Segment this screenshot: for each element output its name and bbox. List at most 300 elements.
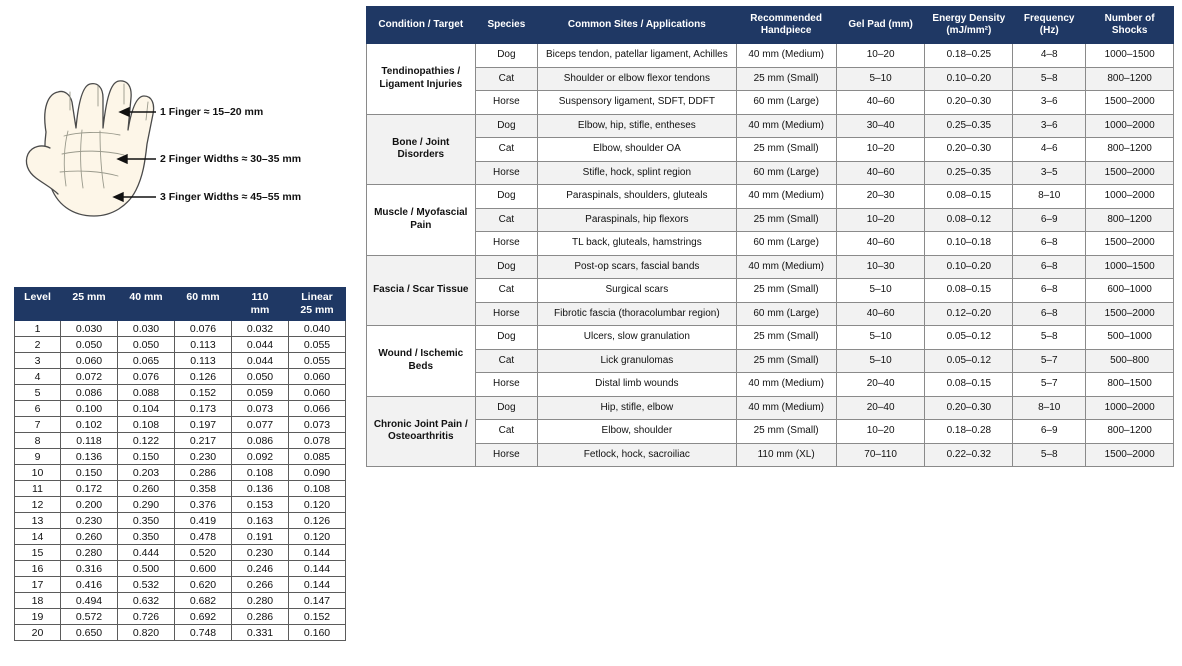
level-header-110mm-line1: 110 bbox=[251, 291, 269, 303]
gelpad-cell: 70–110 bbox=[836, 443, 925, 467]
gelpad-cell: 5–10 bbox=[836, 67, 925, 91]
table-row bbox=[367, 232, 1174, 256]
gelpad-cell: 10–20 bbox=[836, 138, 925, 162]
header-condition-target: Condition / Target bbox=[367, 7, 476, 44]
sites-cell: Ulcers, slow granulation bbox=[538, 326, 736, 350]
shocks-cell: 800–1200 bbox=[1086, 420, 1174, 444]
sites-cell: Suspensory ligament, SDFT, DDFT bbox=[538, 91, 736, 115]
level-cell: 0.136 bbox=[232, 481, 289, 497]
header-energy-density: Energy Density (mJ/mm²) bbox=[925, 7, 1013, 44]
level-cell: 0.478 bbox=[175, 529, 232, 545]
level-cell: 0.600 bbox=[175, 561, 232, 577]
protocol-table bbox=[366, 6, 1174, 467]
table-row bbox=[367, 349, 1174, 373]
energy-cell: 0.12–0.20 bbox=[925, 302, 1013, 326]
level-cell: 0.126 bbox=[289, 513, 346, 529]
handpiece-cell: 110 mm (XL) bbox=[736, 443, 836, 467]
shocks-cell: 800–1200 bbox=[1086, 67, 1174, 91]
level-cell: 2 bbox=[15, 337, 61, 353]
level-cell: 0.419 bbox=[175, 513, 232, 529]
header-recommended-handpiece: Recommended Handpiece bbox=[736, 7, 836, 44]
level-cell: 0.260 bbox=[61, 529, 118, 545]
level-cell: 0.331 bbox=[232, 625, 289, 641]
energy-cell: 0.08–0.15 bbox=[925, 373, 1013, 397]
level-cell: 0.230 bbox=[175, 449, 232, 465]
level-header-25mm-line1: 25 mm bbox=[72, 291, 106, 303]
table-row bbox=[367, 373, 1174, 397]
table-row bbox=[15, 433, 346, 449]
handpiece-cell: 60 mm (Large) bbox=[736, 302, 836, 326]
level-cell: 0.044 bbox=[232, 353, 289, 369]
table-row bbox=[15, 369, 346, 385]
species-cell: Horse bbox=[475, 232, 538, 256]
level-cell: 0.376 bbox=[175, 497, 232, 513]
sites-cell: Distal limb wounds bbox=[538, 373, 736, 397]
level-cell: 0.144 bbox=[289, 577, 346, 593]
species-cell: Dog bbox=[475, 185, 538, 209]
level-cell: 0.136 bbox=[61, 449, 118, 465]
table-row bbox=[367, 185, 1174, 209]
table-row bbox=[15, 337, 346, 353]
sites-cell: Stifle, hock, splint region bbox=[538, 161, 736, 185]
header-gel-pad: Gel Pad (mm) bbox=[836, 7, 925, 44]
level-cell: 0.230 bbox=[61, 513, 118, 529]
energy-cell: 0.20–0.30 bbox=[925, 91, 1013, 115]
table-row bbox=[15, 513, 346, 529]
level-cell: 0.692 bbox=[175, 609, 232, 625]
level-cell: 0.286 bbox=[232, 609, 289, 625]
level-cell: 8 bbox=[15, 433, 61, 449]
frequency-cell: 8–10 bbox=[1013, 396, 1086, 420]
table-row bbox=[367, 67, 1174, 91]
table-row bbox=[367, 302, 1174, 326]
energy-cell: 0.08–0.15 bbox=[925, 185, 1013, 209]
handpiece-cell: 60 mm (Large) bbox=[736, 91, 836, 115]
table-row bbox=[15, 449, 346, 465]
level-cell: 0.108 bbox=[232, 465, 289, 481]
handpiece-cell: 40 mm (Medium) bbox=[736, 114, 836, 138]
level-cell: 0.076 bbox=[175, 321, 232, 337]
table-row bbox=[367, 420, 1174, 444]
level-cell: 0.060 bbox=[289, 369, 346, 385]
level-cell: 0.416 bbox=[61, 577, 118, 593]
level-cell: 0.126 bbox=[175, 369, 232, 385]
condition-cell: Fascia / Scar Tissue bbox=[367, 255, 476, 326]
level-cell: 15 bbox=[15, 545, 61, 561]
level-cell: 0.203 bbox=[118, 465, 175, 481]
table-row bbox=[367, 443, 1174, 467]
energy-cell: 0.05–0.12 bbox=[925, 349, 1013, 373]
gelpad-cell: 30–40 bbox=[836, 114, 925, 138]
level-cell: 0.090 bbox=[289, 465, 346, 481]
shocks-cell: 1000–2000 bbox=[1086, 185, 1174, 209]
species-cell: Cat bbox=[475, 208, 538, 232]
handpiece-cell: 40 mm (Medium) bbox=[736, 185, 836, 209]
level-cell: 0.494 bbox=[61, 593, 118, 609]
table-row bbox=[367, 396, 1174, 420]
level-cell: 0.200 bbox=[61, 497, 118, 513]
table-row bbox=[367, 114, 1174, 138]
shocks-cell: 1500–2000 bbox=[1086, 302, 1174, 326]
level-cell: 0.050 bbox=[61, 337, 118, 353]
level-cell: 0.682 bbox=[175, 593, 232, 609]
level-cell: 0.748 bbox=[175, 625, 232, 641]
table-row bbox=[15, 385, 346, 401]
level-header-60mm bbox=[175, 288, 232, 321]
level-cell: 0.572 bbox=[61, 609, 118, 625]
frequency-cell: 3–6 bbox=[1013, 91, 1086, 115]
handpiece-cell: 25 mm (Small) bbox=[736, 349, 836, 373]
hand-measurement-diagram bbox=[8, 36, 352, 246]
level-cell: 4 bbox=[15, 369, 61, 385]
sites-cell: Fetlock, hock, sacroiliac bbox=[538, 443, 736, 467]
level-cell: 0.191 bbox=[232, 529, 289, 545]
level-cell: 13 bbox=[15, 513, 61, 529]
gelpad-cell: 40–60 bbox=[836, 161, 925, 185]
species-cell: Dog bbox=[475, 114, 538, 138]
level-cell: 0.650 bbox=[61, 625, 118, 641]
sites-cell: Lick granulomas bbox=[538, 349, 736, 373]
level-cell: 0.032 bbox=[232, 321, 289, 337]
level-cell: 0.050 bbox=[232, 369, 289, 385]
handpiece-cell: 25 mm (Small) bbox=[736, 279, 836, 303]
level-cell: 0.073 bbox=[232, 401, 289, 417]
table-row bbox=[15, 577, 346, 593]
sites-cell: Hip, stifle, elbow bbox=[538, 396, 736, 420]
protocol-table-header-row bbox=[367, 7, 1174, 44]
hand-label-two-finger: 2 Finger Widths ≈ 30–35 mm bbox=[160, 153, 302, 165]
species-cell: Dog bbox=[475, 255, 538, 279]
species-cell: Horse bbox=[475, 443, 538, 467]
level-cell: 0.102 bbox=[61, 417, 118, 433]
energy-cell: 0.10–0.20 bbox=[925, 67, 1013, 91]
handpiece-cell: 25 mm (Small) bbox=[736, 67, 836, 91]
level-cell: 0.073 bbox=[289, 417, 346, 433]
level-cell: 0.820 bbox=[118, 625, 175, 641]
level-cell: 7 bbox=[15, 417, 61, 433]
shocks-cell: 600–1000 bbox=[1086, 279, 1174, 303]
species-cell: Dog bbox=[475, 396, 538, 420]
species-cell: Cat bbox=[475, 420, 538, 444]
table-row bbox=[15, 561, 346, 577]
table-row bbox=[15, 497, 346, 513]
handpiece-cell: 60 mm (Large) bbox=[736, 161, 836, 185]
species-cell: Cat bbox=[475, 138, 538, 162]
level-cell: 0.144 bbox=[289, 561, 346, 577]
table-row bbox=[15, 353, 346, 369]
sites-cell: TL back, gluteals, hamstrings bbox=[538, 232, 736, 256]
handpiece-cell: 25 mm (Small) bbox=[736, 138, 836, 162]
header-number-of-shocks: Number of Shocks bbox=[1086, 7, 1174, 44]
level-cell: 0.290 bbox=[118, 497, 175, 513]
level-header-linear25mm bbox=[289, 288, 346, 321]
frequency-cell: 6–9 bbox=[1013, 420, 1086, 444]
energy-cell: 0.18–0.25 bbox=[925, 44, 1013, 68]
protocol-table-container bbox=[366, 6, 1174, 467]
level-cell: 0.044 bbox=[232, 337, 289, 353]
level-cell: 0.246 bbox=[232, 561, 289, 577]
level-cell: 0.059 bbox=[232, 385, 289, 401]
level-cell: 18 bbox=[15, 593, 61, 609]
gelpad-cell: 5–10 bbox=[836, 279, 925, 303]
handpiece-cell: 25 mm (Small) bbox=[736, 420, 836, 444]
level-cell: 0.163 bbox=[232, 513, 289, 529]
shocks-cell: 800–1500 bbox=[1086, 373, 1174, 397]
gelpad-cell: 5–10 bbox=[836, 326, 925, 350]
level-cell: 0.030 bbox=[118, 321, 175, 337]
shocks-cell: 1500–2000 bbox=[1086, 161, 1174, 185]
frequency-cell: 5–8 bbox=[1013, 326, 1086, 350]
level-cell: 0.147 bbox=[289, 593, 346, 609]
left-column bbox=[0, 0, 352, 666]
shocks-cell: 800–1200 bbox=[1086, 208, 1174, 232]
level-cell: 0.085 bbox=[289, 449, 346, 465]
sites-cell: Elbow, shoulder bbox=[538, 420, 736, 444]
level-cell: 11 bbox=[15, 481, 61, 497]
level-cell: 0.520 bbox=[175, 545, 232, 561]
level-cell: 0.280 bbox=[61, 545, 118, 561]
level-cell: 0.632 bbox=[118, 593, 175, 609]
table-row bbox=[367, 279, 1174, 303]
level-cell: 10 bbox=[15, 465, 61, 481]
table-row bbox=[367, 161, 1174, 185]
level-cell: 1 bbox=[15, 321, 61, 337]
level-cell: 0.072 bbox=[61, 369, 118, 385]
sites-cell: Elbow, shoulder OA bbox=[538, 138, 736, 162]
level-cell: 5 bbox=[15, 385, 61, 401]
sites-cell: Post-op scars, fascial bands bbox=[538, 255, 736, 279]
level-cell: 0.316 bbox=[61, 561, 118, 577]
level-header-40mm bbox=[118, 288, 175, 321]
level-cell: 0.144 bbox=[289, 545, 346, 561]
level-cell: 0.055 bbox=[289, 353, 346, 369]
table-row bbox=[15, 417, 346, 433]
condition-cell: Muscle / Myofascial Pain bbox=[367, 185, 476, 256]
level-cell: 0.066 bbox=[289, 401, 346, 417]
species-cell: Dog bbox=[475, 326, 538, 350]
table-row bbox=[15, 321, 346, 337]
frequency-cell: 6–9 bbox=[1013, 208, 1086, 232]
level-cell: 0.108 bbox=[289, 481, 346, 497]
sites-cell: Biceps tendon, patellar ligament, Achilles bbox=[538, 44, 736, 68]
level-cell: 0.055 bbox=[289, 337, 346, 353]
species-cell: Horse bbox=[475, 161, 538, 185]
level-header-level-line1: Level bbox=[24, 291, 51, 303]
level-table-body bbox=[15, 321, 346, 641]
table-row bbox=[15, 625, 346, 641]
table-row bbox=[15, 401, 346, 417]
level-cell: 0.358 bbox=[175, 481, 232, 497]
level-cell: 3 bbox=[15, 353, 61, 369]
shocks-cell: 1000–1500 bbox=[1086, 255, 1174, 279]
level-cell: 0.108 bbox=[118, 417, 175, 433]
frequency-cell: 5–7 bbox=[1013, 373, 1086, 397]
sites-cell: Fibrotic fascia (thoracolumbar region) bbox=[538, 302, 736, 326]
level-cell: 0.088 bbox=[118, 385, 175, 401]
frequency-cell: 8–10 bbox=[1013, 185, 1086, 209]
level-cell: 16 bbox=[15, 561, 61, 577]
energy-cell: 0.05–0.12 bbox=[925, 326, 1013, 350]
shocks-cell: 1000–1500 bbox=[1086, 44, 1174, 68]
level-cell: 0.120 bbox=[289, 529, 346, 545]
hand-illustration-svg bbox=[8, 36, 352, 246]
level-table-header-row bbox=[15, 288, 346, 321]
table-row bbox=[367, 326, 1174, 350]
protocol-table-body bbox=[367, 44, 1174, 467]
energy-cell: 0.10–0.20 bbox=[925, 255, 1013, 279]
gelpad-cell: 40–60 bbox=[836, 232, 925, 256]
level-header-linear25mm-line2: 25 mm bbox=[300, 304, 334, 317]
gelpad-cell: 10–20 bbox=[836, 208, 925, 232]
frequency-cell: 3–5 bbox=[1013, 161, 1086, 185]
gelpad-cell: 10–20 bbox=[836, 420, 925, 444]
gelpad-cell: 20–40 bbox=[836, 373, 925, 397]
species-cell: Dog bbox=[475, 44, 538, 68]
level-cell: 19 bbox=[15, 609, 61, 625]
energy-cell: 0.25–0.35 bbox=[925, 161, 1013, 185]
energy-cell: 0.08–0.15 bbox=[925, 279, 1013, 303]
energy-cell: 0.20–0.30 bbox=[925, 396, 1013, 420]
level-penetration-table-container bbox=[14, 287, 345, 641]
level-cell: 0.197 bbox=[175, 417, 232, 433]
header-common-sites: Common Sites / Applications bbox=[538, 7, 736, 44]
hand-label-three-finger: 3 Finger Widths ≈ 45–55 mm bbox=[160, 191, 302, 203]
level-cell: 0.040 bbox=[289, 321, 346, 337]
frequency-cell: 3–6 bbox=[1013, 114, 1086, 138]
table-row bbox=[367, 44, 1174, 68]
handpiece-cell: 40 mm (Medium) bbox=[736, 373, 836, 397]
level-header-linear25mm-line1: Linear bbox=[301, 291, 333, 303]
energy-cell: 0.08–0.12 bbox=[925, 208, 1013, 232]
species-cell: Horse bbox=[475, 91, 538, 115]
level-cell: 0.092 bbox=[232, 449, 289, 465]
level-cell: 0.120 bbox=[289, 497, 346, 513]
table-row bbox=[15, 593, 346, 609]
energy-cell: 0.22–0.32 bbox=[925, 443, 1013, 467]
species-cell: Horse bbox=[475, 302, 538, 326]
table-row bbox=[367, 138, 1174, 162]
level-cell: 9 bbox=[15, 449, 61, 465]
level-cell: 0.726 bbox=[118, 609, 175, 625]
level-cell: 0.060 bbox=[61, 353, 118, 369]
level-cell: 0.532 bbox=[118, 577, 175, 593]
level-cell: 0.150 bbox=[61, 465, 118, 481]
shocks-cell: 1000–2000 bbox=[1086, 114, 1174, 138]
frequency-cell: 6–8 bbox=[1013, 232, 1086, 256]
header-frequency: Frequency (Hz) bbox=[1013, 7, 1086, 44]
level-header-110mm bbox=[232, 288, 289, 321]
level-header-60mm-line1: 60 mm bbox=[186, 291, 220, 303]
sites-cell: Paraspinals, shoulders, gluteals bbox=[538, 185, 736, 209]
level-cell: 17 bbox=[15, 577, 61, 593]
level-cell: 0.113 bbox=[175, 337, 232, 353]
energy-cell: 0.10–0.18 bbox=[925, 232, 1013, 256]
frequency-cell: 5–8 bbox=[1013, 67, 1086, 91]
table-row bbox=[367, 208, 1174, 232]
table-row bbox=[15, 545, 346, 561]
shocks-cell: 800–1200 bbox=[1086, 138, 1174, 162]
level-cell: 0.118 bbox=[61, 433, 118, 449]
level-cell: 0.444 bbox=[118, 545, 175, 561]
handpiece-cell: 60 mm (Large) bbox=[736, 232, 836, 256]
frequency-cell: 6–8 bbox=[1013, 279, 1086, 303]
energy-cell: 0.25–0.35 bbox=[925, 114, 1013, 138]
level-cell: 0.266 bbox=[232, 577, 289, 593]
shocks-cell: 500–1000 bbox=[1086, 326, 1174, 350]
level-cell: 0.100 bbox=[61, 401, 118, 417]
level-cell: 0.113 bbox=[175, 353, 232, 369]
table-row bbox=[15, 465, 346, 481]
species-cell: Cat bbox=[475, 67, 538, 91]
condition-cell: Bone / Joint Disorders bbox=[367, 114, 476, 185]
gelpad-cell: 10–30 bbox=[836, 255, 925, 279]
level-cell: 14 bbox=[15, 529, 61, 545]
table-row bbox=[15, 609, 346, 625]
table-row bbox=[15, 529, 346, 545]
gelpad-cell: 20–40 bbox=[836, 396, 925, 420]
level-cell: 0.350 bbox=[118, 513, 175, 529]
level-cell: 6 bbox=[15, 401, 61, 417]
level-cell: 0.350 bbox=[118, 529, 175, 545]
shocks-cell: 1500–2000 bbox=[1086, 91, 1174, 115]
frequency-cell: 6–8 bbox=[1013, 302, 1086, 326]
level-cell: 0.286 bbox=[175, 465, 232, 481]
handpiece-cell: 40 mm (Medium) bbox=[736, 255, 836, 279]
handpiece-cell: 40 mm (Medium) bbox=[736, 396, 836, 420]
level-cell: 0.078 bbox=[289, 433, 346, 449]
level-cell: 0.153 bbox=[232, 497, 289, 513]
energy-cell: 0.20–0.30 bbox=[925, 138, 1013, 162]
level-cell: 0.173 bbox=[175, 401, 232, 417]
gelpad-cell: 5–10 bbox=[836, 349, 925, 373]
level-cell: 20 bbox=[15, 625, 61, 641]
level-cell: 0.077 bbox=[232, 417, 289, 433]
level-cell: 0.086 bbox=[61, 385, 118, 401]
handpiece-cell: 40 mm (Medium) bbox=[736, 44, 836, 68]
level-cell: 0.060 bbox=[289, 385, 346, 401]
level-cell: 12 bbox=[15, 497, 61, 513]
condition-cell: Tendinopathies / Ligament Injuries bbox=[367, 44, 476, 115]
sites-cell: Surgical scars bbox=[538, 279, 736, 303]
condition-cell: Chronic Joint Pain / Osteoarthritis bbox=[367, 396, 476, 467]
species-cell: Cat bbox=[475, 279, 538, 303]
shocks-cell: 500–800 bbox=[1086, 349, 1174, 373]
level-cell: 0.104 bbox=[118, 401, 175, 417]
level-cell: 0.230 bbox=[232, 545, 289, 561]
level-cell: 0.065 bbox=[118, 353, 175, 369]
shocks-cell: 1500–2000 bbox=[1086, 443, 1174, 467]
shocks-cell: 1000–2000 bbox=[1086, 396, 1174, 420]
level-cell: 0.160 bbox=[289, 625, 346, 641]
gelpad-cell: 40–60 bbox=[836, 302, 925, 326]
sites-cell: Paraspinals, hip flexors bbox=[538, 208, 736, 232]
level-header-level bbox=[15, 288, 61, 321]
level-penetration-table bbox=[14, 287, 346, 641]
sites-cell: Shoulder or elbow flexor tendons bbox=[538, 67, 736, 91]
handpiece-cell: 25 mm (Small) bbox=[736, 208, 836, 232]
handpiece-cell: 25 mm (Small) bbox=[736, 326, 836, 350]
level-header-40mm-line1: 40 mm bbox=[129, 291, 163, 303]
level-cell: 0.086 bbox=[232, 433, 289, 449]
level-cell: 0.152 bbox=[175, 385, 232, 401]
level-cell: 0.172 bbox=[61, 481, 118, 497]
condition-cell: Wound / Ischemic Beds bbox=[367, 326, 476, 397]
table-row bbox=[15, 481, 346, 497]
shocks-cell: 1500–2000 bbox=[1086, 232, 1174, 256]
frequency-cell: 4–6 bbox=[1013, 138, 1086, 162]
level-cell: 0.150 bbox=[118, 449, 175, 465]
level-cell: 0.620 bbox=[175, 577, 232, 593]
